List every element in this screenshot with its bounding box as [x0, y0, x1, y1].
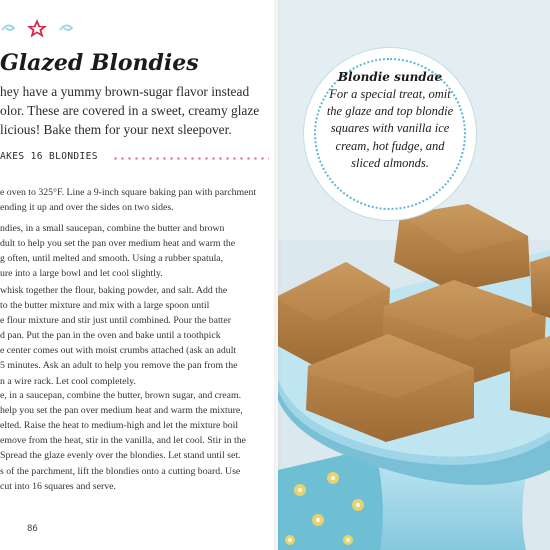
dotted-divider [112, 157, 269, 160]
page-number: 86 [27, 524, 38, 534]
step-line: Spread the glaze evenly over the blondies. Let stand until set. [0, 450, 241, 462]
recipe-step [0, 185, 275, 215]
step-line: e, in a saucepan, combine the butter, brown sugar, and cream. [0, 390, 242, 401]
step-line: n a wire rack. Let cool completely. [0, 375, 136, 387]
step-line: ending it up and over the sides on two sides. [0, 202, 174, 214]
step-line: emove from the heat, stir in the vanilla, and let cool. Stir in the [0, 435, 246, 447]
step-line: help you set the pan over medium heat and warm the mixture, [0, 405, 243, 417]
callout-line: cream, hot fudge, and [335, 138, 445, 153]
recipe-step [0, 464, 275, 494]
step-line: g often, until melted and smooth. Using a rubber spatula, [0, 253, 224, 265]
intro-line: hey have a yummy brown-sugar flavor instead [0, 84, 250, 99]
step-line: 5 minutes. Ask an adult to help you remove the pan from the [0, 360, 238, 372]
recipe-step [0, 283, 275, 389]
step-line: whisk together the flour, baking powder, and salt. Add the [0, 285, 228, 296]
recipe-intro [0, 82, 270, 139]
callout-title: Blondie sundae [337, 70, 443, 84]
step-line: e center comes out with moist crumbs attached (ask an adult [0, 345, 237, 357]
yield-row [0, 151, 275, 165]
recipe-yield: AKES 16 BLONDIES [0, 151, 98, 162]
recipe-step [0, 388, 275, 463]
callout-line: sliced almonds. [351, 155, 429, 170]
callout-line: the glaze and top blondie [326, 104, 454, 119]
recipe-step [0, 221, 275, 281]
recipe-title: Glazed Blondies [0, 50, 199, 76]
step-line: elted. Raise the heat to medium-high and let the mixture boil [0, 420, 239, 432]
callout-body [326, 86, 454, 172]
blondie-square [530, 256, 550, 318]
page-gutter [274, 0, 282, 550]
step-line: ure into a large bowl and let cool slightly. [0, 268, 163, 280]
step-line: to the butter mixture and mix with a large spoon until [0, 300, 210, 312]
step-line: dult to help you set the pan over medium heat and warm the [0, 238, 236, 250]
step-line: d pan. Put the pan in the oven and bake until a toothpick [0, 330, 221, 342]
star-icon [27, 19, 47, 38]
intro-line: licious! Bake them for your next sleepover. [0, 122, 232, 137]
intro-line: olor. These are covered in a sweet, creamy glaze [0, 103, 260, 118]
step-line: ndies, in a small saucepan, combine the butter and brown [0, 223, 225, 234]
callout-line: For a special treat, omit [329, 87, 451, 101]
callout-line: squares with vanilla ice [330, 121, 450, 136]
tip-callout [304, 48, 476, 220]
step-line: e flour mixture and stir just until combined. Pour the batter [0, 315, 231, 327]
blondie-square [510, 336, 550, 418]
step-line: s of the parchment, lift the blondies onto a cutting board. Use [0, 466, 241, 477]
step-line: e oven to 325°F. Line a 9-inch square baking pan with parchment [0, 187, 257, 198]
step-line: cut into 16 squares and serve. [0, 481, 116, 493]
swirl-ornament-icon [0, 16, 90, 40]
